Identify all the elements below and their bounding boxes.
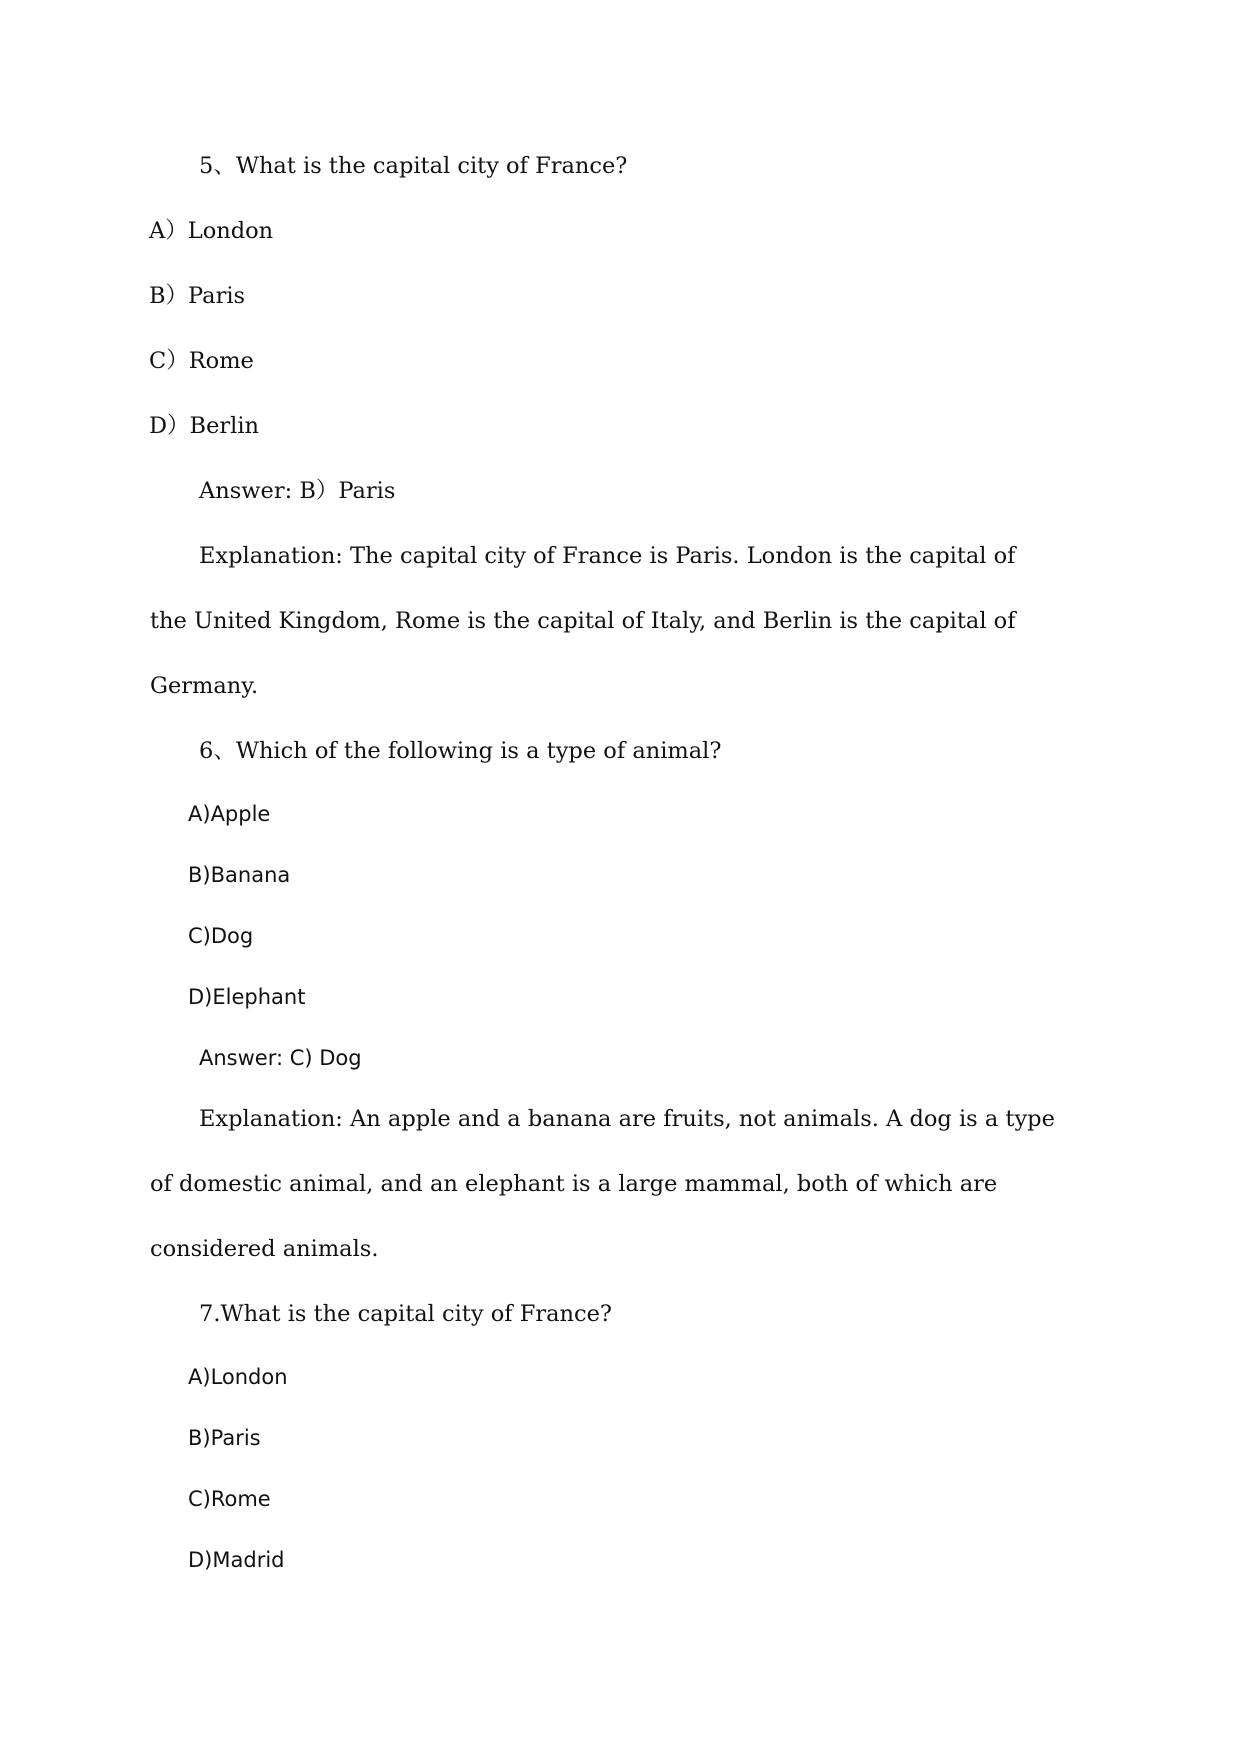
option-text: Rome: [210, 1487, 271, 1511]
question-7-option-b: [188, 1428, 261, 1449]
option-letter: C): [188, 1487, 211, 1511]
option-text: London: [187, 218, 274, 244]
question-6-option-b: [188, 865, 290, 886]
option-text: Apple: [210, 802, 271, 826]
option-text: Elephant: [212, 985, 306, 1009]
question-5-explanation-line-2: the United Kingdom, Rome is the capital of Italy, and Berlin is the capital of: [150, 608, 1016, 634]
option-text: Rome: [188, 348, 254, 374]
question-6-explanation-line-3: considered animals.: [150, 1236, 379, 1262]
option-letter: B): [188, 1426, 211, 1450]
question-7-title: 7.What is the capital city of France?: [199, 1301, 612, 1327]
question-6-option-c: [188, 926, 253, 947]
option-text: Banana: [210, 863, 291, 887]
question-5-option-a: [149, 220, 273, 243]
option-letter: C): [188, 924, 211, 948]
option-letter: A）: [149, 218, 188, 244]
option-letter: A): [188, 1365, 211, 1389]
question-5-option-c: [149, 350, 254, 373]
question-6-title: 6、Which of the following is a type of animal?: [199, 738, 722, 764]
option-letter: D): [188, 1548, 213, 1572]
question-6-explanation-line-2: of domestic animal, and an elephant is a large mammal, both of which are: [150, 1171, 998, 1197]
option-text: Dog: [210, 924, 254, 948]
question-6-explanation-line-1: Explanation: An apple and a banana are fruits, not animals. A dog is a type: [199, 1106, 1055, 1132]
option-letter: D）: [149, 413, 190, 439]
option-text: Paris: [210, 1426, 261, 1450]
option-letter: D): [188, 985, 213, 1009]
question-5-option-b: [149, 285, 245, 308]
question-6-option-d: [188, 987, 305, 1008]
option-text: Paris: [188, 283, 246, 309]
question-6-option-a: [188, 804, 270, 825]
question-6-answer: Answer: C) Dog: [199, 1046, 362, 1070]
question-5-answer: Answer: B）Paris: [199, 478, 396, 504]
question-5-title: 5、What is the capital city of France?: [199, 153, 628, 179]
option-text: Madrid: [212, 1548, 285, 1572]
question-5-option-d: [149, 415, 259, 438]
question-5-explanation-line-1: Explanation: The capital city of France is Paris. London is the capital of: [199, 543, 1016, 569]
question-7-option-a: [188, 1367, 288, 1388]
option-letter: C）: [149, 348, 189, 374]
option-letter: B): [188, 863, 211, 887]
option-text: London: [210, 1365, 288, 1389]
question-7-option-c: [188, 1489, 271, 1510]
option-letter: B）: [149, 283, 189, 309]
option-text: Berlin: [189, 413, 260, 439]
question-7-option-d: [188, 1550, 285, 1571]
option-letter: A): [188, 802, 211, 826]
question-5-explanation-line-3: Germany.: [150, 673, 259, 699]
